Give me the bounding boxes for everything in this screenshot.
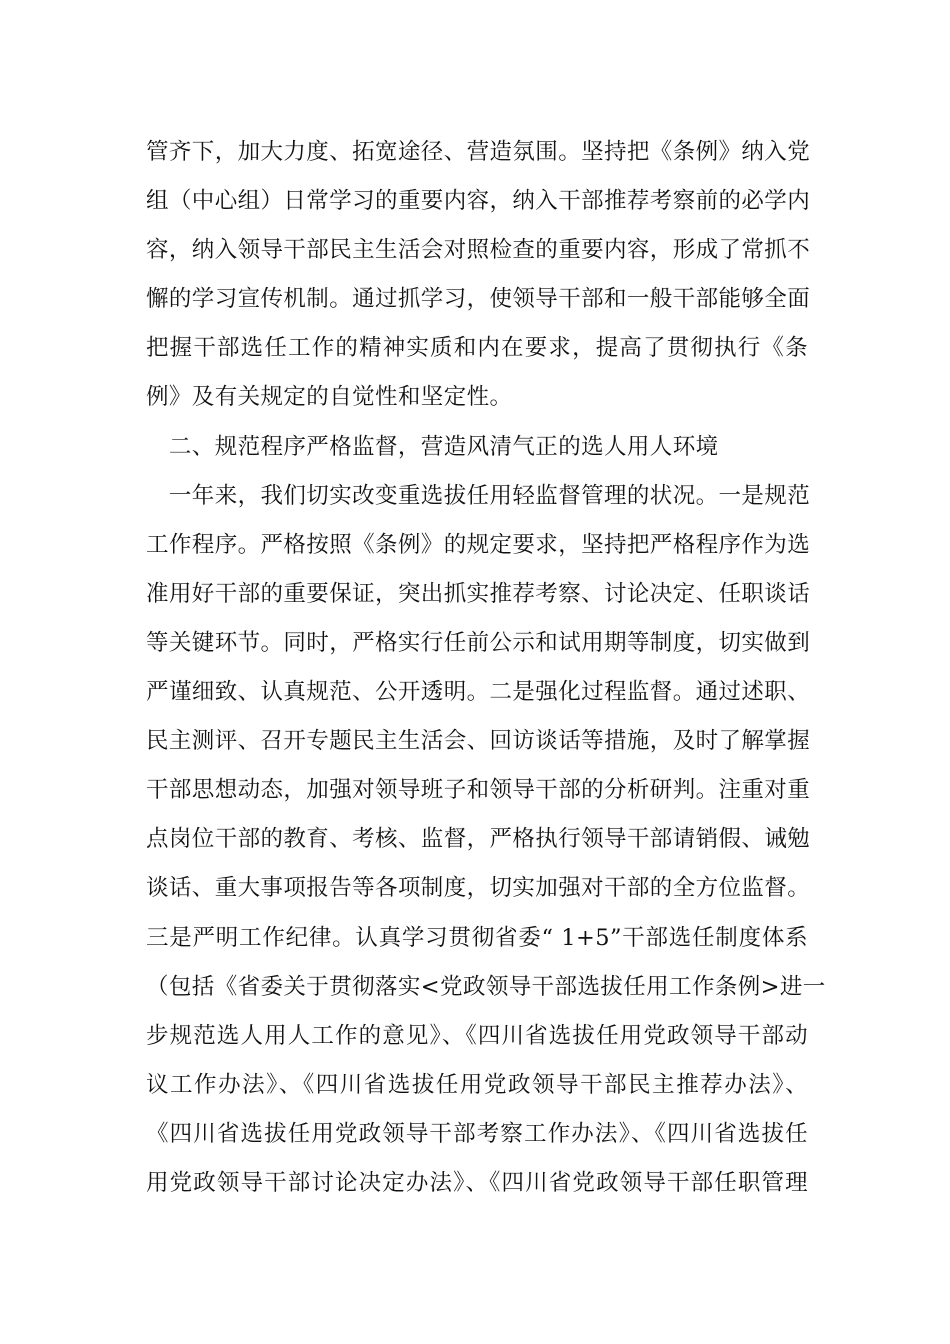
paragraph-line: 步规范选人用人工作的意见》、《四川省选拔任用党政领导干部动 — [146, 1022, 808, 1049]
paragraph-line: 一年来，我们切实改变重选拔任用轻监督管理的状况。一是规范 — [146, 482, 811, 509]
paragraph-line: 管齐下，加大力度、拓宽途径、营造氛围。坚持把《条例》纳入党 — [146, 139, 811, 165]
paragraph-line: 例》及有关规定的自觉性和坚定性。 — [146, 384, 513, 411]
paragraph-line: 等关键环节。同时，严格实行任前公示和试用期等制度，切实做到 — [146, 629, 811, 656]
paragraph-line: 工作程序。严格按照《条例》的规定要求，坚持把严格程序作为选 — [146, 531, 811, 558]
section-heading: 二、规范程序严格监督，营造风清气正的选人用人环境 — [146, 433, 719, 460]
paragraph-line: 干部思想动态，加强对领导班子和领导干部的分析研判。注重对重 — [146, 777, 811, 804]
paragraph-line: 议工作办法》、《四川省选拔任用党政领导干部民主推荐办法》、 — [146, 1071, 808, 1098]
paragraph-line: 《四川省选拔任用党政领导干部考察工作办法》、《四川省选拔任 — [146, 1120, 808, 1147]
paragraph-line: 严谨细致、认真规范、公开透明。二是强化过程监督。通过述职、 — [146, 679, 811, 706]
document-body — [146, 128, 826, 1208]
paragraph-line: 谈话、重大事项报告等各项制度，切实加强对干部的全方位监督。 — [146, 875, 811, 902]
paragraph-line: 民主测评、召开专题民主生活会、回访谈话等措施，及时了解掌握 — [146, 728, 811, 755]
paragraph-line: 用党政领导干部讨论决定办法》、《四川省党政领导干部任职管理 — [146, 1169, 808, 1196]
paragraph-line: 三是严明工作纪律。认真学习贯彻省委“ 1+5”干部选任制度体系 — [146, 924, 808, 951]
paragraph-line: （包括《省委关于贯彻落实<党政领导干部选拔任用工作条例>进一 — [146, 973, 826, 1000]
paragraph-line: 点岗位干部的教育、考核、监督，严格执行领导干部请销假、诫勉 — [146, 826, 811, 853]
paragraph-line: 容，纳入领导干部民主生活会对照检查的重要内容，形成了常抓不 — [146, 237, 811, 264]
paragraph-line: 懈的学习宣传机制。通过抓学习，使领导干部和一般干部能够全面 — [146, 286, 811, 313]
paragraph-line: 把握干部选任工作的精神实质和内在要求，提高了贯彻执行《条 — [146, 335, 808, 362]
paragraph-line: 准用好干部的重要保证，突出抓实推荐考察、讨论决定、任职谈话 — [146, 580, 811, 607]
paragraph-line: 组（中心组）日常学习的重要内容，纳入干部推荐考察前的必学内 — [146, 188, 811, 215]
